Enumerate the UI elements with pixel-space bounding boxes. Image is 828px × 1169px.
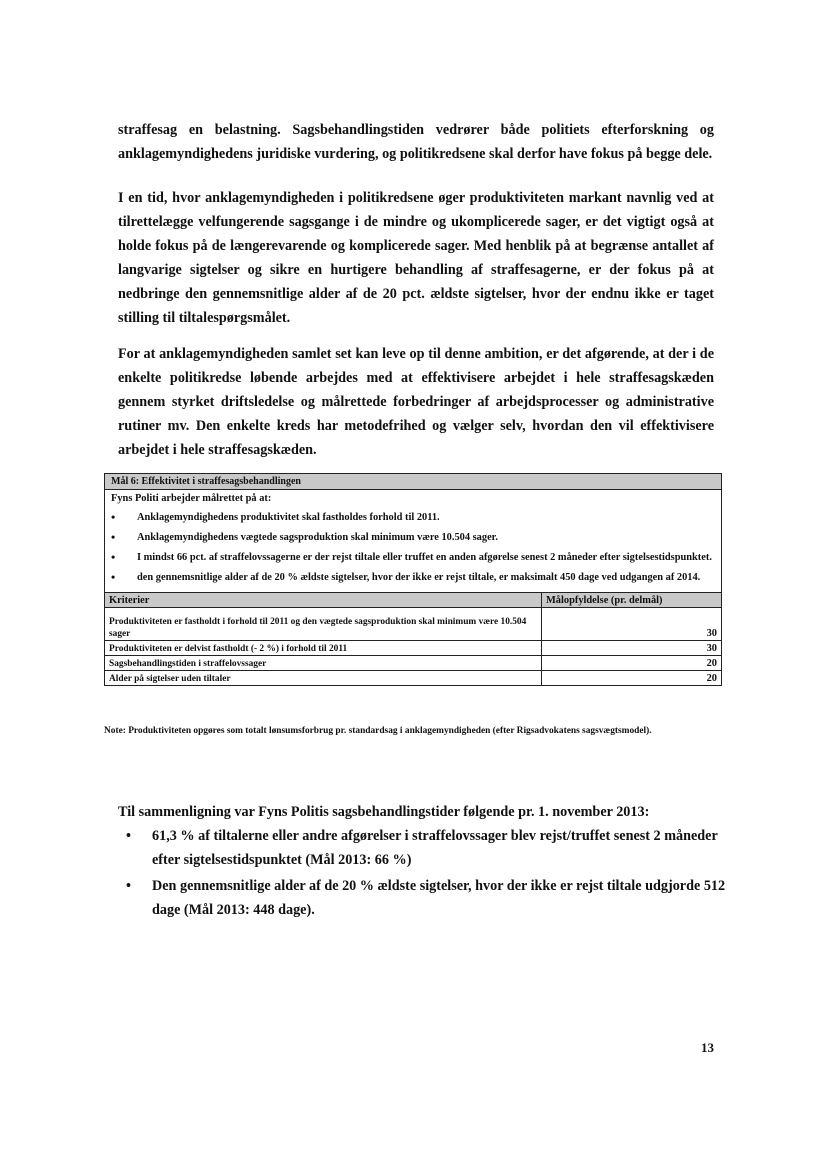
goal-bullet: • Anklagemyndighedens vægtede sagsproduktion skal minimum være 10.504 sager. [111,529,715,546]
comparison-lead: Til sammenligning var Fyns Politis sagsbehandlingstider følgende pr. 1. november 2013: [118,804,650,820]
criteria-header-row [105,593,721,608]
page-number: 13 [701,1040,714,1055]
table-row [105,608,721,641]
comparison-list [118,824,728,922]
criterion-cell: Produktiviteten er delvist fastholdt (- 2 %) i forhold til 2011 [105,641,542,656]
goal-bullet: • Anklagemyndighedens produktivitet skal fastholdes forhold til 2011. [111,509,715,526]
criteria-header: Kriterier [105,593,542,608]
comparison-bullet: • 61,3 % af tiltalerne eller andre afgørelser i straffelovssager blev rejst/truffet senest 2 måneder efter sigtelsestidspunktet (Mål 2013: 66 %) [126,824,728,872]
body-paragraph: I en tid, hvor anklagemyndigheden i politikredsene øger produktiviteten markant navnlig ved at tilrettelægge velfungerende sagsgange i de mindre og ukomplicerede sager, er det vigtigt også at holde fokus på de længerevarende og komplicerede sager. Med henblik på at begrænse antallet af langvarige sigtelser og sikre en hurtigere behandling af straffesagerne, er der fokus på at nedbringe den gennemsnitlige alder af de 20 pct. ældste sigtelser, hvor der endnu ikke er taget stilling til tiltalespørgsmålet. [118,190,714,326]
goal-intro-text: Fyns Politi arbejder målrettet på at: [111,493,272,504]
criterion-cell: Produktiviteten er fastholdt i forhold til 2011 og den vægtede sagsproduktion skal minimum være 10.504 sager [105,608,542,641]
criterion-cell: Alder på sigtelser uden tiltaler [105,671,542,686]
body-paragraph: For at anklagemyndigheden samlet set kan leve op til denne ambition, er det afgørende, at der i de enkelte politikredse løbende arbejdes med at effektivisere arbejdet i hele straffesagskæden gennem styrket driftsledelse og målrettede forbedringer af arbejdsprocesser og administrative rutiner mv. Den enkelte kreds har metodefrihed og vælger selv, hvordan den vil effektivisere arbejdet i hele straffesagskæden. [118,346,714,458]
comparison-bullet: • Den gennemsnitlige alder af de 20 % ældste sigtelser, hvor der ikke er rejst tiltale udgjorde 512 dage (Mål 2013: 448 dage). [126,874,728,922]
goal-box-intro [105,490,721,593]
criterion-cell: Sagsbehandlingstiden i straffelovssager [105,656,542,671]
table-row [105,671,721,686]
goal-box [104,473,722,686]
fulfillment-header: Målopfyldelse (pr. delmål) [542,593,722,608]
goal-bullet: • I mindst 66 pct. af straffelovssagerne er der rejst tiltale eller truffet en anden afgørelse senest 2 måneder efter sigtelsestidspunktet. [111,549,715,566]
score-cell: 20 [542,656,722,671]
goal-bullet-list [111,509,715,592]
table-note: Note: Produktiviteten opgøres som totalt lønsumsforbrug pr. standardsag i anklagemyndigheden (efter Rigsadvokatens sagsvægtsmodel). [104,726,652,736]
criteria-table [105,593,721,685]
goal-bullet: • den gennemsnitlige alder af de 20 % ældste sigtelser, hvor der ikke er rejst tiltale, er maksimalt 450 dage ved udgangen af 2014. [111,569,715,586]
score-cell: 30 [542,641,722,656]
score-cell: 30 [542,608,722,641]
table-row [105,656,721,671]
body-paragraph: straffesag en belastning. Sagsbehandlingstiden vedrører både politiets efterforskning og anklagemyndighedens juridiske vurdering, og politikredsene skal derfor have fokus på begge dele. [118,122,714,162]
goal-box-title: Mål 6: Effektivitet i straffesagsbehandlingen [105,474,721,490]
score-cell: 20 [542,671,722,686]
table-row [105,641,721,656]
comparison-section [118,800,728,922]
